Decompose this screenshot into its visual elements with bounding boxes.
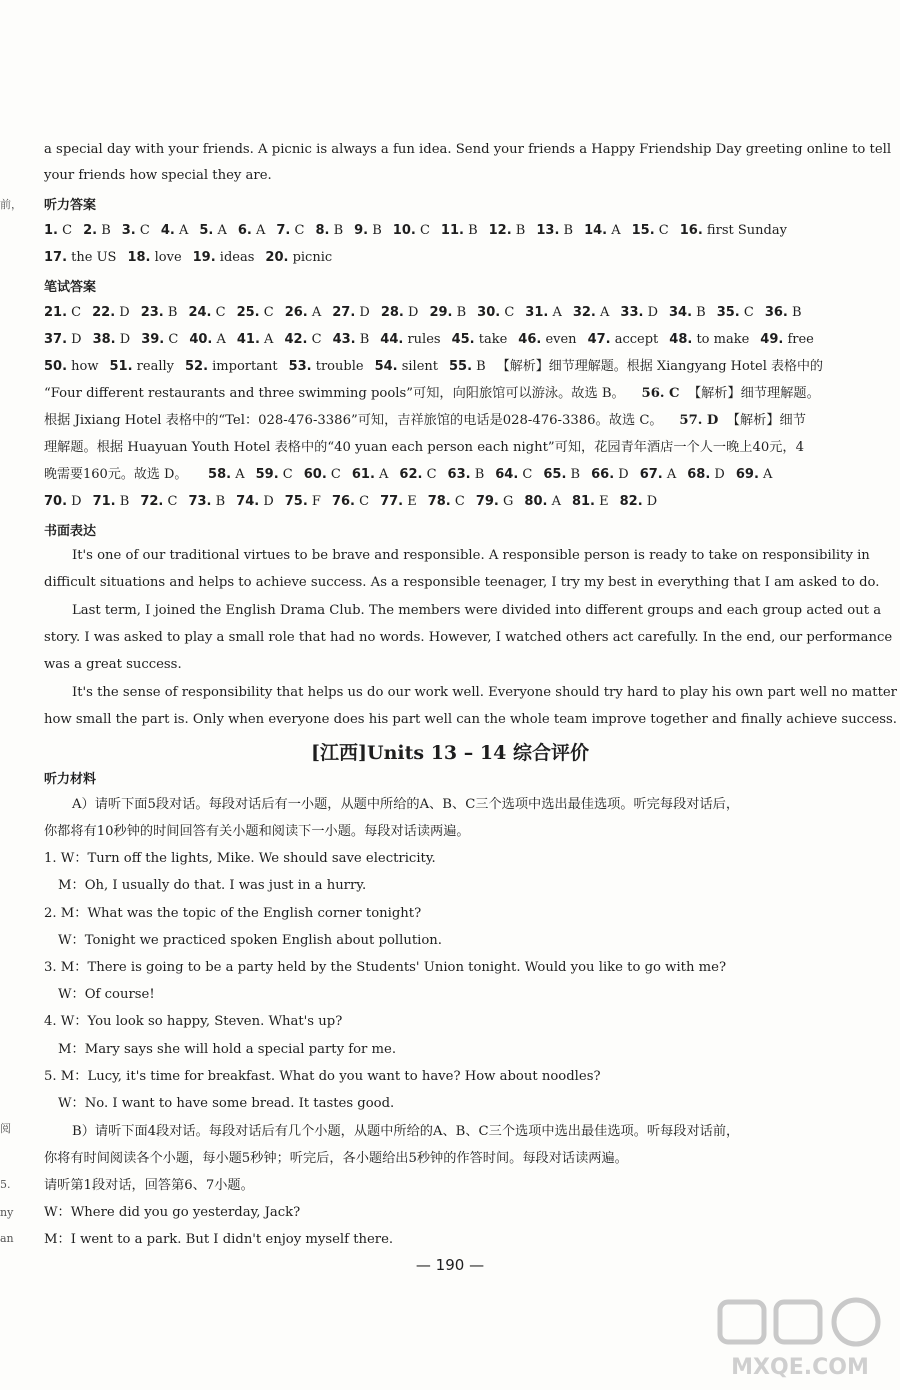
answer-item <box>354 223 382 238</box>
answer-item <box>476 494 514 509</box>
margin-fragment: an <box>0 1232 14 1245</box>
question-number: 71. <box>92 494 116 509</box>
dialogue-line: W：Of course! <box>58 987 155 1002</box>
question-number: 82. <box>619 494 643 509</box>
question-number: 46. <box>518 332 542 347</box>
question-number: 45. <box>451 332 475 347</box>
answer-value: C <box>450 494 465 509</box>
question-number: 2. <box>83 223 98 238</box>
answer-item <box>122 223 150 238</box>
answer-value: C <box>354 494 370 509</box>
answer-value: B <box>472 359 486 374</box>
question-number: 40. <box>189 332 213 347</box>
answer-item <box>452 332 508 347</box>
answer-row <box>44 249 343 267</box>
dialogue-line: M：Mary says she will hold a special party for me. <box>58 1042 397 1057</box>
answer-item <box>375 359 438 374</box>
written-answers-heading: 笔试答案 <box>44 280 97 295</box>
answer-value: B <box>463 223 478 238</box>
instruction-line: 你都将有10秒钟的时间回答有关小题和阅读下一小题。每段对话读两遍。 <box>44 824 470 839</box>
explanation-text: 【解析】细节理解题。根据 Xiangyang Hotel 表格中的 <box>496 359 824 374</box>
question-number: 24. <box>188 305 212 320</box>
answer-item <box>584 223 621 238</box>
answer-value: B <box>355 332 370 347</box>
answer-item <box>265 250 332 265</box>
question-number: 77. <box>380 494 404 509</box>
answer-value: B <box>692 305 706 320</box>
answer-value: B <box>511 223 526 238</box>
answer-item <box>669 305 706 320</box>
question-number: 6. <box>237 223 252 238</box>
answer-value: B <box>559 223 574 238</box>
answer-value: A <box>231 467 245 482</box>
question-number: 34. <box>669 305 693 320</box>
answer-item <box>632 223 669 238</box>
question-number: 10. <box>392 223 416 238</box>
essay-line: story. I was asked to play a small role that had no words. However, I watched others act carefully. In the end, our performance <box>44 630 893 645</box>
writing-heading: 书面表达 <box>44 524 97 539</box>
question-number: 17. <box>44 250 68 265</box>
question-number: 42. <box>284 332 308 347</box>
question-number: 65. <box>543 467 567 482</box>
answer-value: A <box>212 332 226 347</box>
answer-value: D <box>642 494 658 509</box>
answer-item <box>495 467 532 482</box>
answer-item <box>284 332 321 347</box>
question-number: 27. <box>332 305 356 320</box>
answer-item <box>588 332 659 347</box>
question-number: 76. <box>331 494 355 509</box>
answer-item <box>237 332 274 347</box>
answer-item <box>393 223 430 238</box>
dialogue-line: 2. M：What was the topic of the English corner tonight? <box>44 906 422 921</box>
instruction-line: 请听第1段对话，回答第6、7小题。 <box>44 1178 254 1193</box>
question-number: 38. <box>92 332 116 347</box>
answer-value: B <box>566 467 581 482</box>
dialogue-line: W：Where did you go yesterday, Jack? <box>44 1205 301 1220</box>
answer-item <box>93 332 131 347</box>
question-number: 60. <box>303 467 327 482</box>
question-number: 68. <box>687 467 711 482</box>
question-number: 31. <box>525 305 549 320</box>
answer-value: take <box>474 332 508 347</box>
answer-item <box>687 467 725 482</box>
question-number: 26. <box>284 305 308 320</box>
dialogue-line: W：No. I want to have some bread. It tastes good. <box>58 1096 395 1111</box>
answer-label: 57. D <box>679 413 719 428</box>
question-number: 39. <box>141 332 165 347</box>
answer-item <box>188 494 225 509</box>
answer-value: silent <box>397 359 439 374</box>
essay-line: was a great success. <box>44 657 182 672</box>
answer-item <box>185 359 278 374</box>
question-number: 32. <box>572 305 596 320</box>
answer-item <box>285 494 321 509</box>
answer-item <box>110 359 174 374</box>
question-number: 66. <box>591 467 615 482</box>
intro-line: your friends how special they are. <box>44 168 272 183</box>
answer-value: D <box>67 494 82 509</box>
question-number: 74. <box>236 494 260 509</box>
answer-item <box>448 467 485 482</box>
question-number: 23. <box>140 305 164 320</box>
answer-value: accept <box>610 332 659 347</box>
answer-item <box>304 467 341 482</box>
question-number: 15. <box>631 223 655 238</box>
answer-value: A <box>548 305 562 320</box>
answer-item <box>333 332 370 347</box>
answer-item <box>640 467 677 482</box>
answer-item <box>380 494 417 509</box>
answer-item <box>141 332 178 347</box>
answer-item <box>208 467 245 482</box>
question-number: 72. <box>140 494 164 509</box>
question-number: 20. <box>265 250 289 265</box>
answer-item <box>256 467 293 482</box>
question-number: 14. <box>584 223 608 238</box>
explanation-line: 根据 Jixiang Hotel 表格中的“Tel：028-476-3386”可知，吉祥旅馆的电话是028-476-3386。故选 C。 57. D 【解析】细节 <box>44 413 806 428</box>
question-number: 51. <box>109 359 133 374</box>
answer-value: B <box>115 494 130 509</box>
answer-item <box>44 359 99 374</box>
answer-item <box>428 494 465 509</box>
answer-value: A <box>259 332 274 347</box>
answer-item <box>760 332 814 347</box>
answer-item <box>93 494 130 509</box>
answer-row <box>44 331 825 349</box>
answer-item <box>524 494 561 509</box>
question-number: 44. <box>380 332 404 347</box>
answer-row <box>44 222 798 240</box>
question-number: 53. <box>288 359 312 374</box>
answer-value: E <box>403 494 417 509</box>
answer-value: picnic <box>288 250 333 265</box>
question-number: 25. <box>236 305 260 320</box>
answer-item <box>620 494 658 509</box>
answer-item <box>352 467 389 482</box>
answer-value: C <box>500 305 515 320</box>
answer-value: C <box>739 305 754 320</box>
answer-value: C <box>654 223 669 238</box>
answer-item <box>332 494 369 509</box>
question-number: 61. <box>351 467 375 482</box>
answer-value: D <box>403 305 419 320</box>
question-number: 59. <box>255 467 279 482</box>
answer-value: even <box>541 332 577 347</box>
answer-value: C <box>415 223 430 238</box>
dialogue-line: 3. M：There is going to be a party held by the Students' Union tonight. Would you like to go with me? <box>44 960 727 975</box>
answer-value: important <box>208 359 278 374</box>
answer-value: A <box>595 305 610 320</box>
dialogue-line: 4. W：You look so happy, Steven. What's up? <box>44 1014 343 1029</box>
question-number: 48. <box>669 332 693 347</box>
answer-group <box>208 467 783 482</box>
answer-value: A <box>547 494 561 509</box>
answer-value: free <box>783 332 814 347</box>
question-number: 7. <box>276 223 291 238</box>
dialogue-line: 5. M：Lucy, it's time for breakfast. What do you want to have? How about noodles? <box>44 1069 601 1084</box>
dialogue-line: 1. W：Turn off the lights, Mike. We should save electricity. <box>44 851 436 866</box>
question-number: 29. <box>429 305 453 320</box>
answer-row <box>44 358 823 376</box>
answer-value: D <box>614 467 629 482</box>
answer-item <box>477 305 514 320</box>
answer-item <box>332 305 370 320</box>
question-number: 43. <box>332 332 356 347</box>
answer-value: A <box>758 467 773 482</box>
answer-value: D <box>115 305 130 320</box>
intro-line: a special day with your friends. A picnic is always a fun idea. Send your friends a Happy Friendship Day greeting online to tell <box>44 142 892 157</box>
answer-item <box>140 494 177 509</box>
answer-item <box>518 332 576 347</box>
question-number: 54. <box>374 359 398 374</box>
answer-item <box>399 467 436 482</box>
answer-value: C <box>164 332 179 347</box>
answer-value: C <box>307 332 322 347</box>
answer-item <box>525 305 562 320</box>
answer-item <box>127 250 181 265</box>
answer-item <box>289 359 364 374</box>
answer-item <box>572 494 609 509</box>
margin-fragment: 阅 <box>0 1122 11 1135</box>
answer-item <box>680 223 787 238</box>
answer-value: ideas <box>215 250 255 265</box>
answer-value: D <box>259 494 274 509</box>
answer-value: B <box>452 305 467 320</box>
answer-value: D <box>115 332 131 347</box>
answer-row: 晚需要160元。故选 D。 58. A 59. C 60. C 61. A 62. C 63. B 64. C 65. B 66. D 67. A 68. D 69. A <box>44 466 783 484</box>
question-number: 67. <box>639 467 663 482</box>
explanation-line: 理解题。根据 Huayuan Youth Hotel 表格中的“40 yuan each person each night”可知，花园青年酒店一个人一晚上40元，4 <box>44 440 805 455</box>
question-number: 70. <box>44 494 68 509</box>
answer-value: A <box>374 467 389 482</box>
answer-value: C <box>259 305 274 320</box>
answer-value: to make <box>692 332 750 347</box>
answer-item <box>717 305 754 320</box>
answer-row <box>44 304 813 322</box>
question-number: 19. <box>192 250 216 265</box>
answer-row <box>44 493 668 511</box>
essay-line: how small the part is. Only when everyone does his part well can the whole team improve together and finally achieve success. <box>44 712 897 727</box>
answer-item <box>188 305 225 320</box>
answer-value: C <box>57 223 73 238</box>
answer-item <box>381 305 419 320</box>
answer-value: C <box>422 467 437 482</box>
page-number: — 190 — <box>415 1256 485 1274</box>
question-number: 1. <box>44 223 58 238</box>
dialogue-line: W：Tonight we practiced spoken English about pollution. <box>58 933 442 948</box>
answer-item <box>44 305 81 320</box>
question-number: 64. <box>495 467 519 482</box>
answer-value: C <box>326 467 341 482</box>
answer-item <box>449 359 486 374</box>
answer-item <box>44 332 82 347</box>
answer-value: A <box>662 467 677 482</box>
answer-item <box>536 223 573 238</box>
instruction-line: B）请听下面4段对话。每段对话后有几个小题，从题中所给的A、B、C三个选项中选出最佳选项。听每段对话前， <box>72 1124 740 1139</box>
question-number: 13. <box>536 223 560 238</box>
answer-value: B <box>211 494 226 509</box>
margin-fragment: 5. <box>0 1178 11 1191</box>
answer-value: C <box>211 305 226 320</box>
answer-item <box>573 305 610 320</box>
question-number: 47. <box>587 332 611 347</box>
margin-fragment: ny <box>0 1206 14 1219</box>
answer-value: B <box>163 305 178 320</box>
question-number: 41. <box>236 332 260 347</box>
essay-line: It's one of our traditional virtues to be brave and responsible. A responsible person is ready to take on responsibility in <box>72 548 870 563</box>
answer-value: B <box>368 223 382 238</box>
answer-item <box>44 250 116 265</box>
question-number: 9. <box>354 223 369 238</box>
question-number: 78. <box>427 494 451 509</box>
answer-item <box>429 305 466 320</box>
answer-label: 56. C <box>641 386 680 401</box>
answer-item <box>543 467 580 482</box>
answer-value: trouble <box>311 359 364 374</box>
essay-line: Last term, I joined the English Drama Club. The members were divided into different groups and each group acted out a <box>72 603 882 618</box>
answer-value: B <box>329 223 344 238</box>
answer-value: C <box>278 467 293 482</box>
answer-value: A <box>307 305 322 320</box>
dialogue-line: M：Oh, I usually do that. I was just in a hurry. <box>58 878 367 893</box>
answer-item <box>189 332 226 347</box>
question-number: 62. <box>399 467 423 482</box>
answer-item <box>161 223 189 238</box>
question-number: 58. <box>208 467 232 482</box>
answer-item <box>620 305 658 320</box>
answer-value: D <box>710 467 725 482</box>
question-number: 30. <box>477 305 501 320</box>
question-number: 35. <box>716 305 740 320</box>
answer-value: first Sunday <box>702 223 787 238</box>
answer-item <box>441 223 478 238</box>
answer-value: how <box>67 359 99 374</box>
question-number: 4. <box>160 223 175 238</box>
answer-value: D <box>643 305 658 320</box>
answer-value: C <box>290 223 305 238</box>
question-number: 37. <box>44 332 68 347</box>
question-number: 50. <box>44 359 68 374</box>
watermark-logo <box>710 1294 890 1384</box>
question-number: 69. <box>735 467 759 482</box>
question-number: 22. <box>92 305 116 320</box>
question-number: 16. <box>679 223 703 238</box>
dialogue-line: M：I went to a park. But I didn't enjoy myself there. <box>44 1232 394 1247</box>
answer-value: A <box>213 223 227 238</box>
question-number: 11. <box>440 223 464 238</box>
answer-value: love <box>150 250 182 265</box>
answer-item <box>736 467 773 482</box>
answer-item <box>83 223 111 238</box>
answer-value: E <box>595 494 609 509</box>
instruction-line: A）请听下面5段对话。每段对话后有一小题，从题中所给的A、B、C三个选项中选出最佳选项。听完每段对话后， <box>72 797 740 812</box>
answer-value: A <box>607 223 621 238</box>
answer-item <box>237 305 274 320</box>
answer-item <box>489 223 526 238</box>
answer-item <box>380 332 440 347</box>
question-number: 21. <box>44 305 68 320</box>
question-number: 18. <box>127 250 151 265</box>
answer-value: A <box>251 223 266 238</box>
answer-value: C <box>135 223 150 238</box>
question-number: 79. <box>475 494 499 509</box>
answer-value: C <box>163 494 178 509</box>
answer-value: C <box>67 305 82 320</box>
answer-item <box>238 223 266 238</box>
section-title: [江西]Units 13 – 14 综合评价 <box>311 742 589 764</box>
answer-value: G <box>498 494 514 509</box>
question-number: 73. <box>188 494 212 509</box>
question-number: 5. <box>199 223 214 238</box>
answer-item <box>199 223 227 238</box>
margin-fragment: 前， <box>0 198 22 211</box>
question-number: 49. <box>760 332 784 347</box>
answer-value: rules <box>403 332 441 347</box>
answer-group <box>44 359 497 374</box>
listening-answers-heading: 听力答案 <box>44 198 97 213</box>
answer-value: F <box>307 494 321 509</box>
question-number: 81. <box>571 494 595 509</box>
answer-value: B <box>97 223 111 238</box>
answer-item <box>92 305 130 320</box>
question-number: 63. <box>447 467 471 482</box>
listening-material-heading: 听力材料 <box>44 772 97 787</box>
question-number: 33. <box>620 305 644 320</box>
answer-value: A <box>174 223 189 238</box>
answer-item <box>44 223 72 238</box>
answer-item <box>669 332 749 347</box>
answer-value: the US <box>67 250 117 265</box>
question-number: 75. <box>284 494 308 509</box>
answer-item <box>285 305 322 320</box>
instruction-line: 你将有时间阅读各个小题，每小题5秒钟；听完后，各小题给出5秒钟的作答时间。每段对话读两遍。 <box>44 1151 628 1166</box>
answer-value: D <box>67 332 82 347</box>
answer-value: B <box>470 467 485 482</box>
essay-line: difficult situations and helps to achieve success. As a responsible teenager, I try my best in everything that I am asked to do. <box>44 575 880 590</box>
explanation-line: “Four different restaurants and three swimming pools”可知，向阳旅馆可以游泳。故选 B。 56. C 【解析】细节理解题。 <box>44 386 820 401</box>
question-number: 52. <box>184 359 209 374</box>
answer-item <box>141 305 178 320</box>
question-number: 8. <box>315 223 330 238</box>
question-number: 36. <box>764 305 788 320</box>
watermark-text: MXQE.COM <box>731 1355 869 1380</box>
question-number: 55. <box>449 359 473 374</box>
answer-item <box>44 494 82 509</box>
question-number: 80. <box>524 494 548 509</box>
answer-item <box>315 223 343 238</box>
question-number: 3. <box>121 223 136 238</box>
answer-item <box>276 223 304 238</box>
answer-item <box>591 467 629 482</box>
answer-value: B <box>787 305 802 320</box>
question-number: 12. <box>488 223 512 238</box>
answer-value: really <box>132 359 174 374</box>
answer-item <box>236 494 274 509</box>
answer-value: C <box>518 467 533 482</box>
question-number: 28. <box>380 305 404 320</box>
answer-item <box>193 250 255 265</box>
essay-line: It's the sense of responsibility that helps us do our work well. Everyone should try hard to play his own part well no matter <box>72 685 897 700</box>
answer-value: D <box>355 305 370 320</box>
answer-item <box>765 305 802 320</box>
